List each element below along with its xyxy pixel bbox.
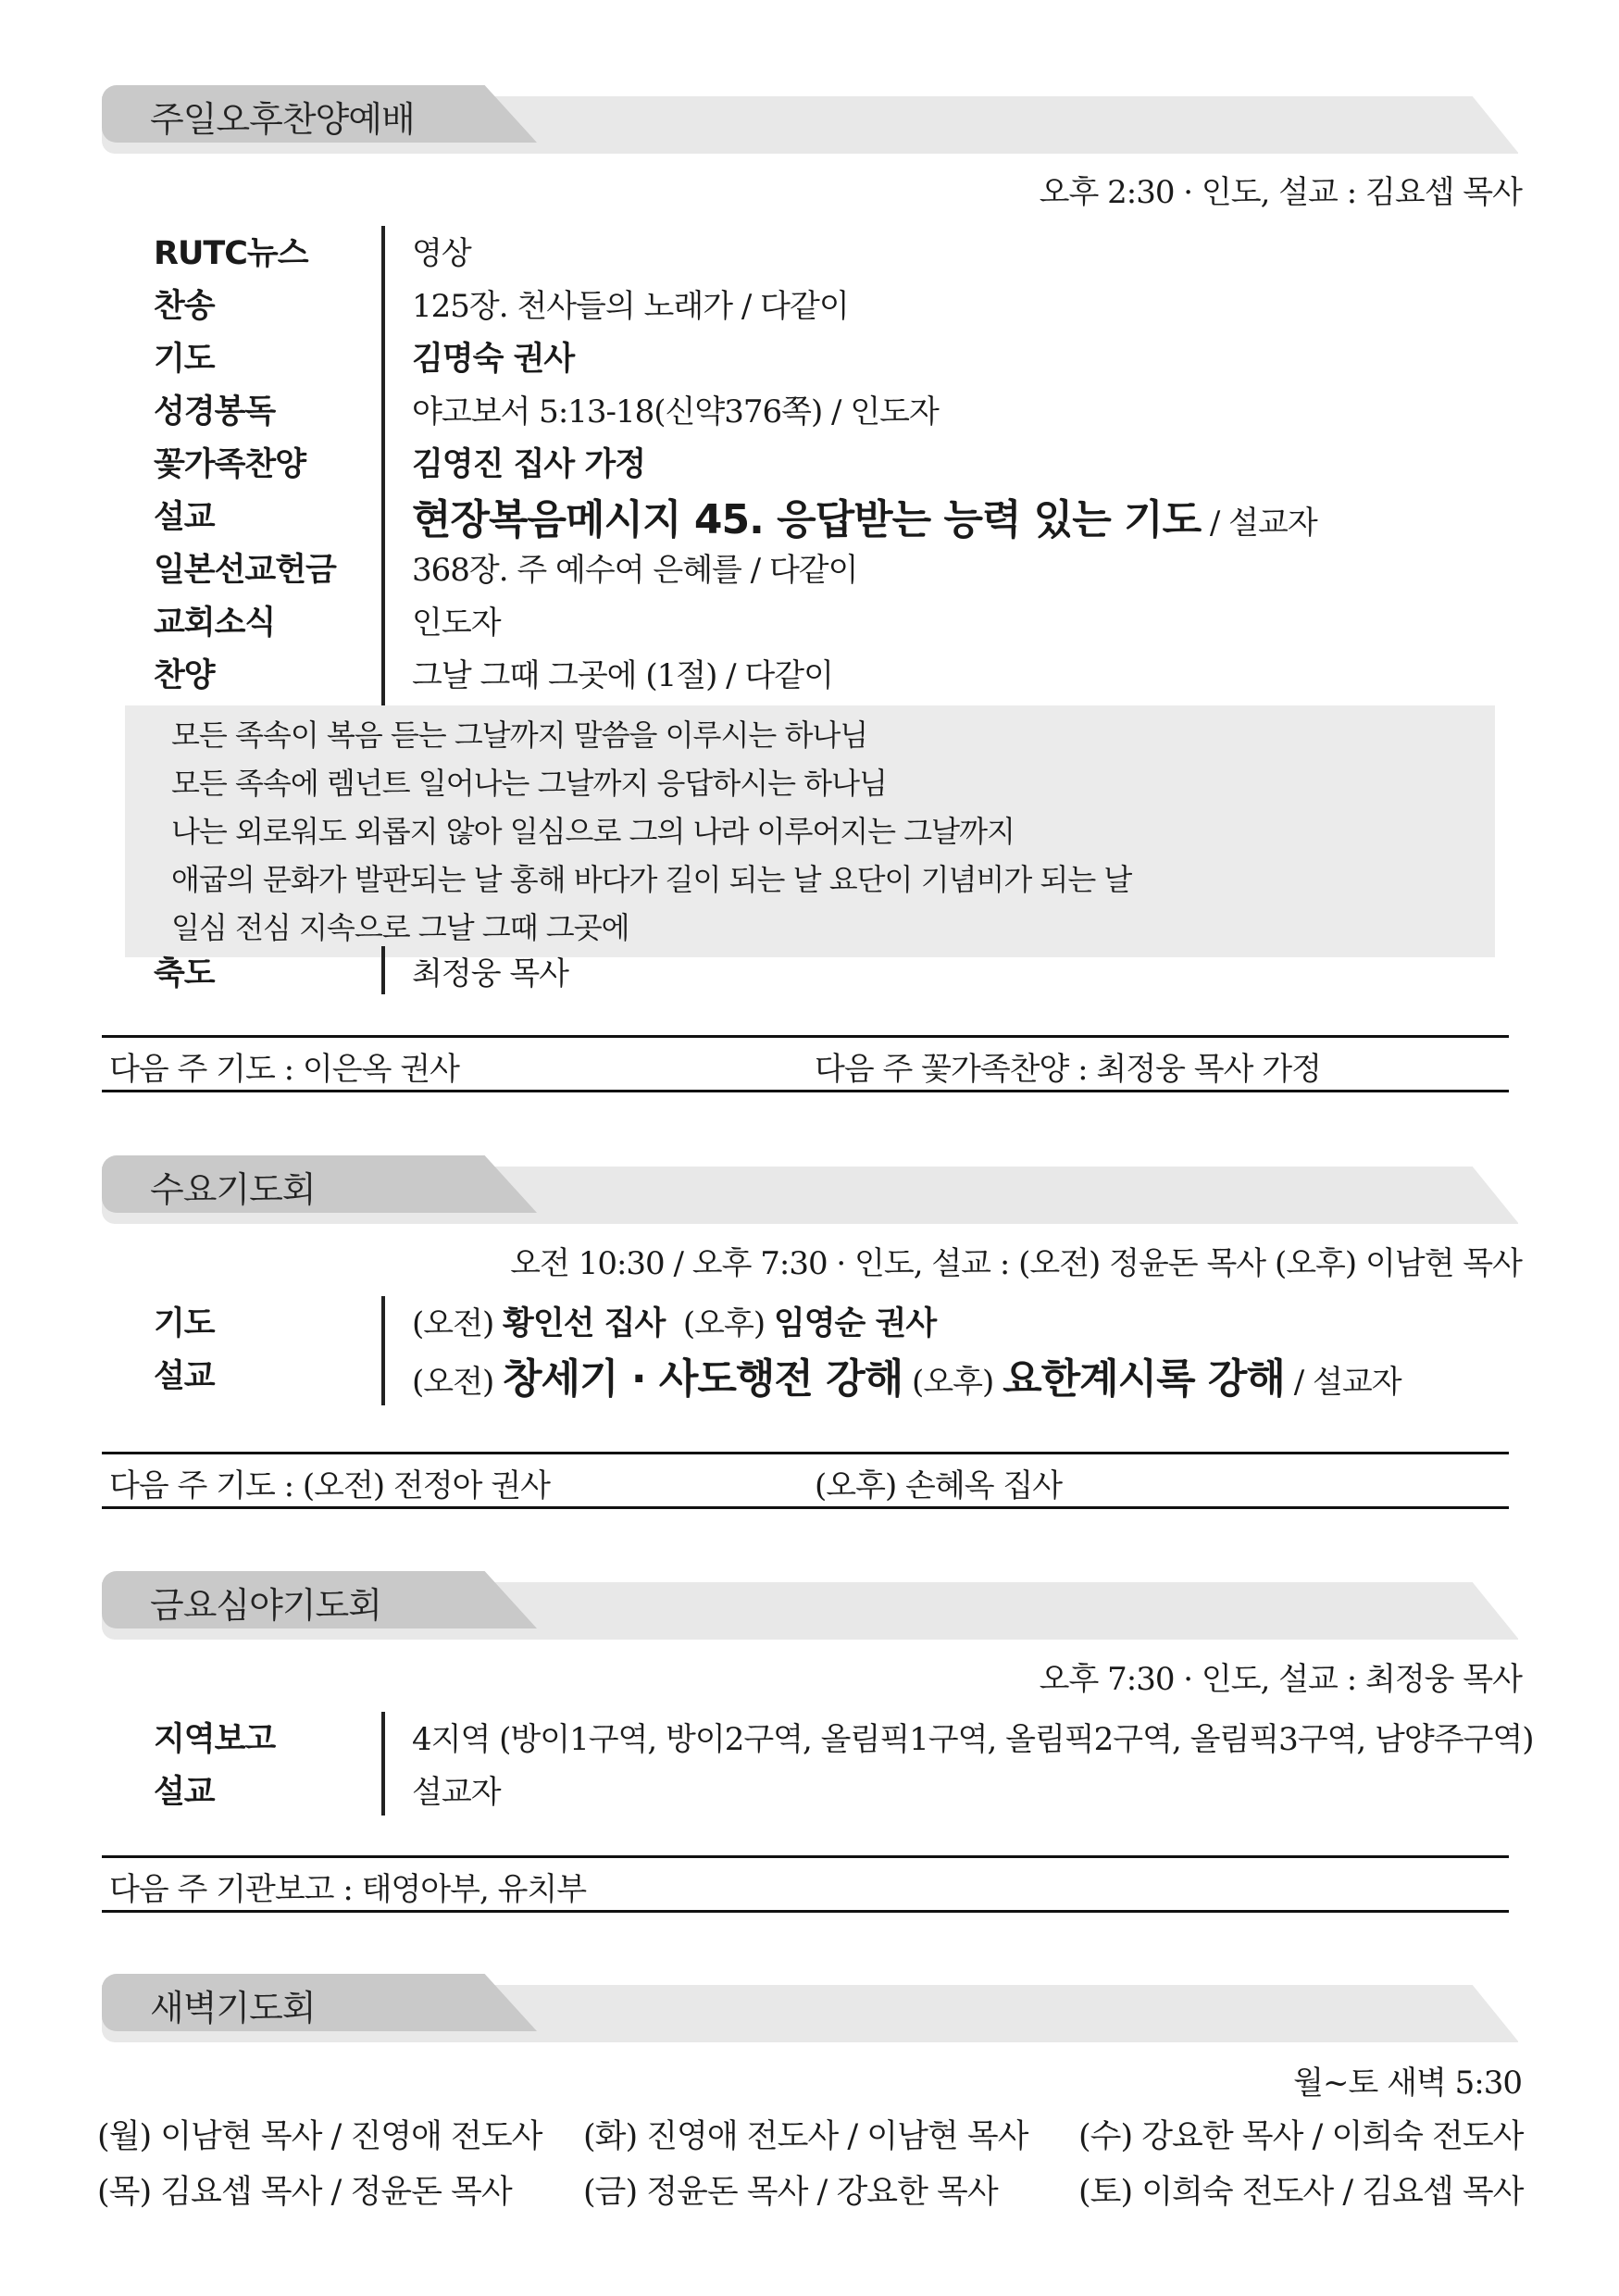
order-row-praise: [102, 644, 1527, 697]
row-content: 그날 그때 그곳에 (1절) / 다같이: [412, 657, 833, 694]
row-label: 성경봉독: [154, 393, 276, 430]
row-content: 김명숙 권사: [412, 341, 575, 378]
lyric-line: 모든 족속에 렘넌트 일어나는 그날까지 응답하시는 하나님: [171, 766, 887, 801]
friday-next-week: [102, 1855, 1509, 1913]
row-content: 설교자: [412, 1774, 501, 1811]
order-row-prayer: [102, 328, 1527, 381]
row-content: 김영진 집사 가정: [412, 446, 646, 483]
row-content: 영상: [412, 235, 471, 272]
lyric-line: 일심 전심 지속으로 그날 그때 그곳에: [171, 910, 629, 945]
dawn-row: [97, 2166, 1523, 2218]
wednesday-section-header: [102, 1155, 1518, 1224]
order-row-sermon: [102, 1345, 1527, 1404]
pm-tag: (오후): [665, 1305, 774, 1342]
next-prayer-pm: (오후) 손혜옥 집사: [815, 1467, 1063, 1504]
row-content: 125장. 천사들의 노래가 / 다같이: [412, 288, 849, 325]
wednesday-order: [102, 1292, 1527, 1404]
sunday-title: 주일오후찬양예배: [150, 99, 415, 140]
pm-name: 임영순 권사: [773, 1305, 937, 1342]
dawn-section-header: [102, 1974, 1518, 2042]
order-row-news2: [102, 592, 1527, 644]
sunday-info: 오후 2:30 · 인도, 설교 : 김요셉 목사: [1039, 174, 1522, 211]
row-label: 기도: [154, 341, 215, 378]
wednesday-next-week: [102, 1452, 1509, 1509]
benediction-block: [102, 942, 1527, 995]
friday-title: 금요심야기도회: [150, 1585, 381, 1626]
am-tag: (오전): [412, 1364, 504, 1401]
row-label: 지역보고: [154, 1721, 276, 1758]
sermon-suffix: / 설교자: [1201, 505, 1317, 542]
sermon-title: 현장복음메시지 45. 응답받는 능력 있는 기도: [412, 496, 1202, 543]
dawn-info: 월~토 새벽 5:30: [1293, 2065, 1522, 2102]
dawn-title: 새벽기도회: [150, 1988, 316, 2028]
row-label: 꽃가족찬양: [154, 446, 306, 483]
lyric-line: 나는 외로워도 외롭지 않아 일심으로 그의 나라 이루어지는 그날까지: [171, 814, 1015, 849]
dawn-thu: (목) 김요셉 목사 / 정윤돈 목사: [97, 2174, 512, 2211]
wednesday-title: 수요기도회: [150, 1169, 316, 1210]
order-row-scripture: [102, 381, 1527, 433]
row-label: 교회소식: [154, 605, 276, 642]
order-row-hymn: [102, 275, 1527, 328]
pm-sermon-title: 요한계시록 강해: [1003, 1355, 1285, 1403]
praise-lyrics: [125, 705, 1495, 957]
friday-section-header: [102, 1571, 1518, 1640]
row-content: 야고보서 5:13-18(신약376쪽) / 인도자: [412, 393, 939, 430]
next-report: 다음 주 기관보고 : 태영아부, 유치부: [109, 1871, 587, 1908]
next-prayer-am: 다음 주 기도 : (오전) 전정아 권사: [109, 1467, 550, 1504]
order-row-benediction: [102, 942, 1527, 995]
dawn-mon: (월) 이남현 목사 / 진영애 전도사: [97, 2118, 542, 2155]
pm-tag: (오후): [903, 1364, 1003, 1401]
sunday-next-week: [102, 1035, 1509, 1092]
row-label: 설교: [154, 499, 215, 536]
dawn-row: [97, 2111, 1523, 2163]
row-label: RUTC뉴스: [154, 235, 308, 272]
row-label: 축도: [154, 955, 215, 992]
row-label: 찬송: [154, 288, 215, 325]
sermon-suffix: / 설교자: [1284, 1364, 1401, 1401]
lyric-line: 모든 족속이 복음 듣는 그날까지 말씀을 이루시는 하나님: [171, 718, 868, 753]
dawn-sat: (토) 이희숙 전도사 / 김요셉 목사: [1078, 2174, 1524, 2211]
order-row-offering: [102, 539, 1527, 592]
row-content: 최정웅 목사: [412, 955, 569, 992]
am-tag: (오전): [412, 1305, 504, 1342]
dawn-fri: (금) 정윤돈 목사 / 강요한 목사: [583, 2174, 998, 2211]
order-row-family-praise: [102, 433, 1527, 486]
row-label: 설교: [154, 1774, 215, 1811]
dawn-tue: (화) 진영애 전도사 / 이남현 목사: [583, 2118, 1028, 2155]
am-name: 황인선 집사: [503, 1305, 666, 1342]
row-label: 기도: [154, 1305, 215, 1342]
order-row-sermon: [102, 1761, 1527, 1814]
row-content: 368장. 주 예수여 은혜를 / 다같이: [412, 552, 858, 589]
order-row-news: [102, 222, 1527, 275]
lyric-line: 애굽의 문화가 발판되는 날 홍해 바다가 길이 되는 날 요단이 기념비가 되는 날: [171, 862, 1132, 897]
row-label: 설교: [154, 1358, 215, 1395]
row-label: 일본선교헌금: [154, 552, 336, 589]
am-sermon-title: 창세기 · 사도행전 강해: [503, 1355, 903, 1403]
next-prayer: 다음 주 기도 : 이은옥 권사: [109, 1051, 459, 1088]
wednesday-info: 오전 10:30 / 오후 7:30 · 인도, 설교 : (오전) 정윤돈 목사 (오후) 이남현 목사: [510, 1245, 1522, 1282]
friday-info: 오후 7:30 · 인도, 설교 : 최정웅 목사: [1039, 1661, 1522, 1698]
row-label: 찬양: [154, 657, 215, 694]
order-row-report: [102, 1708, 1534, 1761]
next-praise: 다음 주 꽃가족찬양 : 최정웅 목사 가정: [815, 1051, 1321, 1088]
friday-order: [102, 1708, 1534, 1814]
row-content: 4지역 (방이1구역, 방이2구역, 올림픽1구역, 올림픽2구역, 올림픽3구역, 남양주구역): [412, 1721, 1534, 1758]
dawn-wed: (수) 강요한 목사 / 이희숙 전도사: [1078, 2118, 1524, 2155]
order-row-prayer: [102, 1292, 1527, 1345]
row-content: 인도자: [412, 605, 501, 642]
sunday-section-header: [102, 85, 1518, 154]
order-row-sermon: [102, 486, 1527, 543]
sunday-order: [102, 222, 1527, 697]
